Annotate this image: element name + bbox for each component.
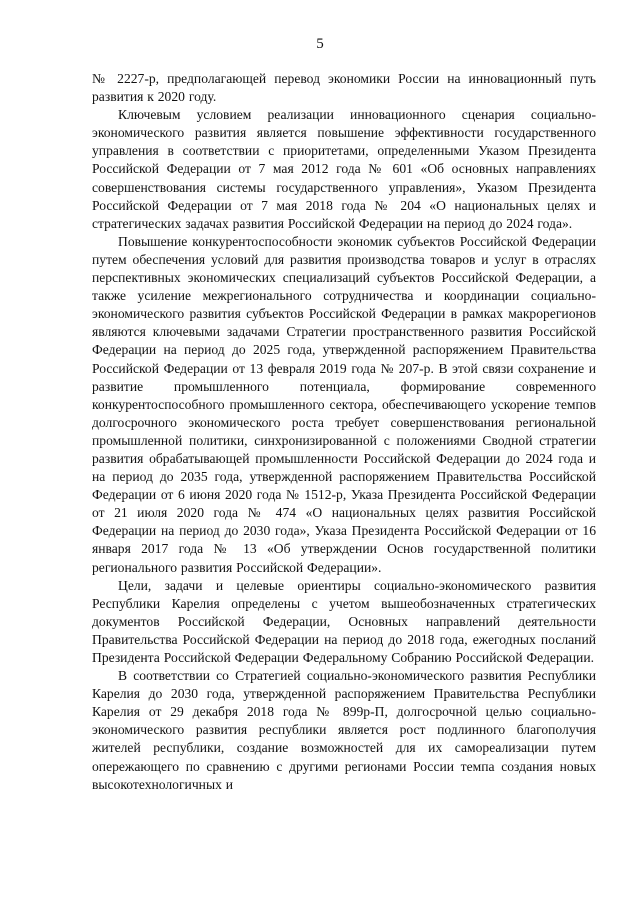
paragraph-key-condition: Ключевым условием реализации инновационного сценария социально-экономического развития является повышение эффективности государственного управления в соответствии с приоритетами, определенными Указом Президента Российской Федерации от 7 мая 2012 года № 601 «Об основных направлениях совершенствования системы государственного управления», Указом Президента Российской Федерации от 7 мая 2018 года № 204 «О национальных целях и стратегических задачах развития Российской Федерации на период до 2024 года». (92, 107, 596, 231)
document-body (92, 70, 596, 794)
paragraph-continuation: № 2227-р, предполагающей перевод экономики России на инновационный путь развития к 2020 году. (92, 71, 596, 105)
page-number: 5 (316, 36, 324, 52)
paragraph-goals: Цели, задачи и целевые ориентиры социально-экономического развития Республики Карелия определены с учетом вышеобозначенных стратегических документов Российской Федерации, Основных направлений деятельности Правительства Российской Федерации на период до 2018 года, ежегодных посланий Президента Российской Федерации Федеральному Собранию Российской Федерации. (92, 577, 596, 665)
paragraph-competitiveness: Повышение конкурентоспособности экономик субъектов Российской Федерации путем обеспечения условий для развития производства товаров и услуг в отраслях перспективных экономических специализаций субъектов Российской Федерации, а также усиление межрегионального сотрудничества и координации социально-экономического развития субъектов Российской Федерации в рамках макрорегионов являются ключевыми задачами Стратегии пространственного развития Российской Федерации на период до 2025 года, утвержденной распоряжением Правительства Российской Федерации от 13 февраля 2019 года № 207-р. В этой связи сохранение и развитие промышленного потенциала, формирование современного конкурентоспособного промышленного сектора, обеспечивающего ускорение темпов долгосрочного экономического роста требует совершенствования региональной промышленной политики, синхронизированной с положениями Сводной стратегии развития обрабатывающей промышленности Российской Федерации до 2024 года и на период до 2035 года, утвержденной распоряжением Правительства Российской Федерации от 6 июня 2020 года № 1512-р, Указа Президента Российской Федерации от 21 июля 2020 года № 474 «О национальных целях развития Российской Федерации на период до 2030 года», Указа Президента Российской Федерации от 16 января 2017 года № 13 «Об утверждении Основ государственной политики регионального развития Российской Федерации». (92, 233, 596, 575)
paragraph-strategy: В соответствии со Стратегией социально-экономического развития Республики Карелия до 2030 года, утвержденной распоряжением Правительства Республики Карелия от 29 декабря 2018 года № 899р-П, долгосрочной целью социально-экономического развития республики является рост подлинного благополучия жителей республики, создание возможностей для их самореализации путем опережающего по сравнению с другими регионами России темпа создания новых высокотехнологичных и (92, 668, 596, 792)
